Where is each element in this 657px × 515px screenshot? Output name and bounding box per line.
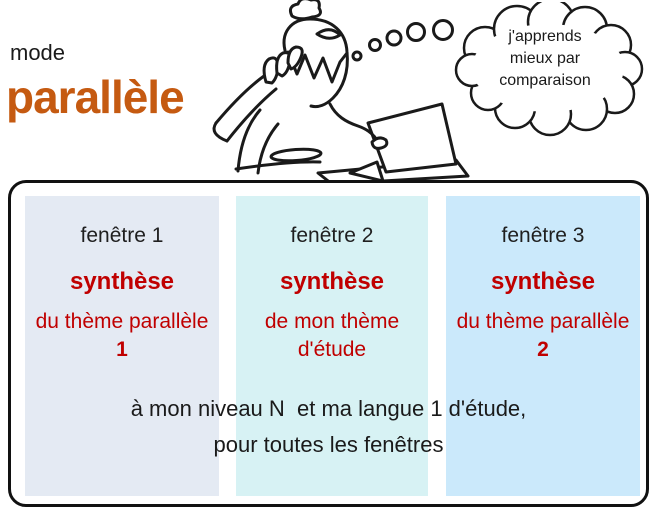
panel-footer — [11, 391, 646, 463]
thought-dot — [387, 31, 401, 45]
thought-line: comparaison — [499, 72, 591, 89]
window-3-heading: synthèse — [490, 268, 596, 295]
hand-on-laptop — [372, 138, 387, 148]
page-title: parallèle — [6, 71, 184, 123]
window-2-detail-line: de mon thème — [264, 310, 400, 333]
footer-line: pour toutes les fenêtres — [213, 432, 444, 457]
thought-dot — [353, 52, 361, 60]
thought-dot — [370, 40, 381, 51]
thought-cloud-text — [443, 26, 647, 92]
person-at-laptop-illustration — [200, 0, 470, 187]
window-3-detail-line: du thème parallèle — [456, 310, 630, 333]
desk-line — [236, 162, 320, 169]
window-1-detail — [25, 308, 219, 364]
window-1-detail-line: du thème parallèle — [35, 310, 209, 333]
window-2-label: fenêtre 2 — [290, 224, 374, 247]
window-3-detail — [446, 308, 640, 364]
window-1-heading: synthèse — [69, 268, 175, 295]
footer-line: à mon niveau N et ma langue 1 d'étude, — [130, 396, 527, 421]
window-1-detail-emphasis: 1 — [116, 338, 128, 361]
arm-line — [227, 89, 276, 141]
windows-panel — [8, 180, 649, 507]
forearm — [271, 148, 322, 162]
thought-line: j'apprends — [508, 28, 582, 45]
hair-swirl — [317, 30, 340, 39]
window-1-label: fenêtre 1 — [80, 224, 164, 247]
window-3-label: fenêtre 3 — [501, 224, 585, 247]
thought-line: mieux par — [509, 50, 581, 67]
elbow — [214, 123, 227, 141]
window-2-detail — [236, 308, 428, 364]
mode-label: mode — [10, 40, 66, 65]
hair-bun — [290, 0, 320, 19]
window-2-heading: synthèse — [279, 268, 385, 295]
thought-dot — [408, 24, 425, 41]
window-2-detail-line: d'étude — [297, 338, 367, 361]
body-back — [238, 110, 260, 171]
window-3-detail-emphasis: 2 — [537, 338, 549, 361]
